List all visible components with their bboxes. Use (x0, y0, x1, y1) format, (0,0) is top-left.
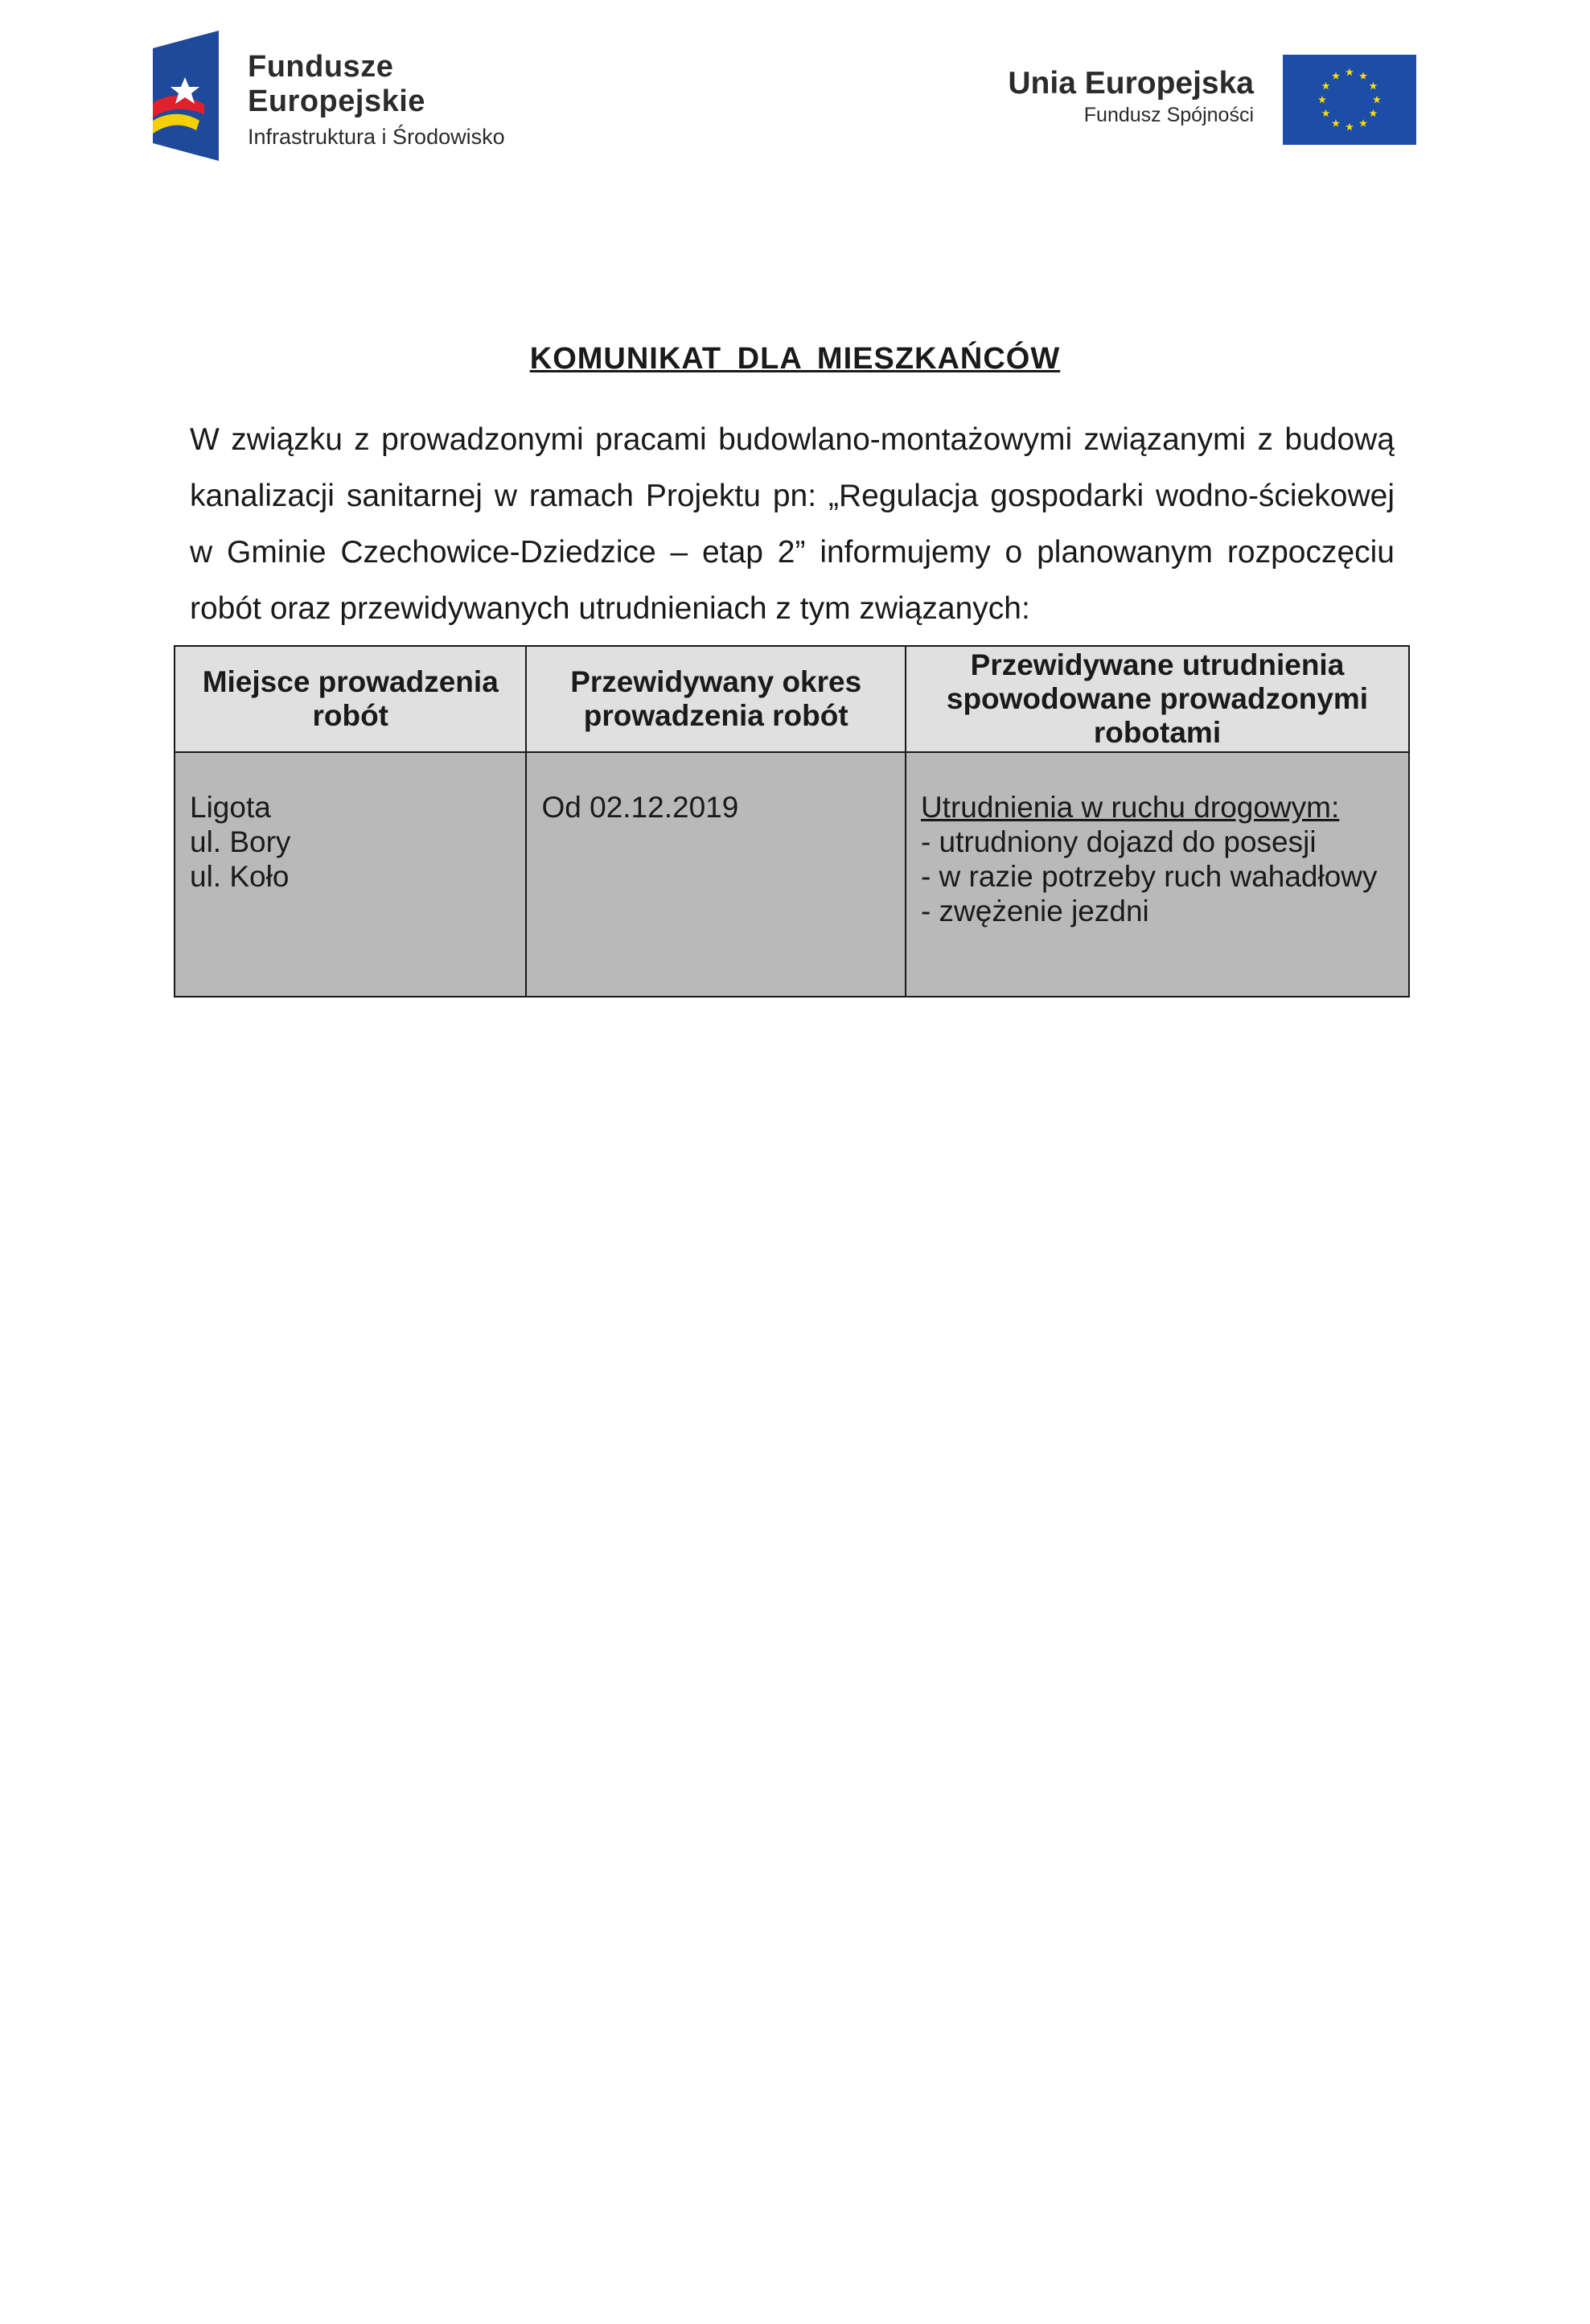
fundusze-europejskie-text (248, 50, 505, 151)
logo-line-fundusz-spojnosci: Fundusz Spójności (1083, 104, 1254, 126)
logo-line-unia-europejska: Unia Europejska (1008, 66, 1254, 101)
difficulties-heading: Utrudnienia w ruchu drogowym: (920, 791, 1340, 824)
logo-line-fundusze: Fundusze (248, 50, 394, 84)
header-difficulties: Przewidywane utrudnienia spowodowane prowadzonymi robotami (906, 646, 1409, 752)
cell-difficulties (906, 752, 1409, 997)
header-period: Przewidywany okres prowadzenia robót (526, 646, 905, 752)
fundusze-europejskie-emblem-icon (153, 31, 219, 161)
logo-line-europejskie: Europejskie (248, 84, 425, 118)
location-line: Ligota (190, 791, 271, 824)
fundusze-europejskie-logo (153, 31, 539, 167)
difficulty-item: - zwężenie jezdni (920, 895, 1149, 928)
cell-location (175, 752, 526, 997)
location-line: ul. Bory (190, 825, 291, 858)
eu-flag-icon (1283, 55, 1416, 145)
header-location: Miejsce prowadzenia robót (175, 646, 526, 752)
logo-line-program: Infrastruktura i Środowisko (248, 125, 505, 149)
cell-period (526, 752, 905, 997)
period-text: Od 02.12.2019 (541, 791, 739, 824)
unia-europejska-text (1008, 66, 1254, 129)
difficulty-item: - utrudniony dojazd do posesji (920, 825, 1317, 858)
works-table (174, 645, 1410, 997)
difficulty-item: - w razie potrzeby ruch wahadłowy (920, 860, 1378, 893)
table-header-row (175, 646, 1409, 752)
intro-paragraph: W związku z prowadzonymi pracami budowlano-montażowymi związanymi z budową kanalizacji sanitarnej w ramach Projektu pn: „Regulacja gospodarki wodno-ściekowej w Gminie Czechowice-Dziedzice – etap 2” informujemy o planowanym rozpoczęciu robót oraz przewidywanych utrudnieniach z tym związanych: (190, 422, 1395, 626)
location-line: ul. Koło (190, 860, 290, 893)
page-title: KOMUNIKAT DLA MIESZKAŃCÓW (529, 342, 1061, 376)
table-row (175, 752, 1409, 997)
